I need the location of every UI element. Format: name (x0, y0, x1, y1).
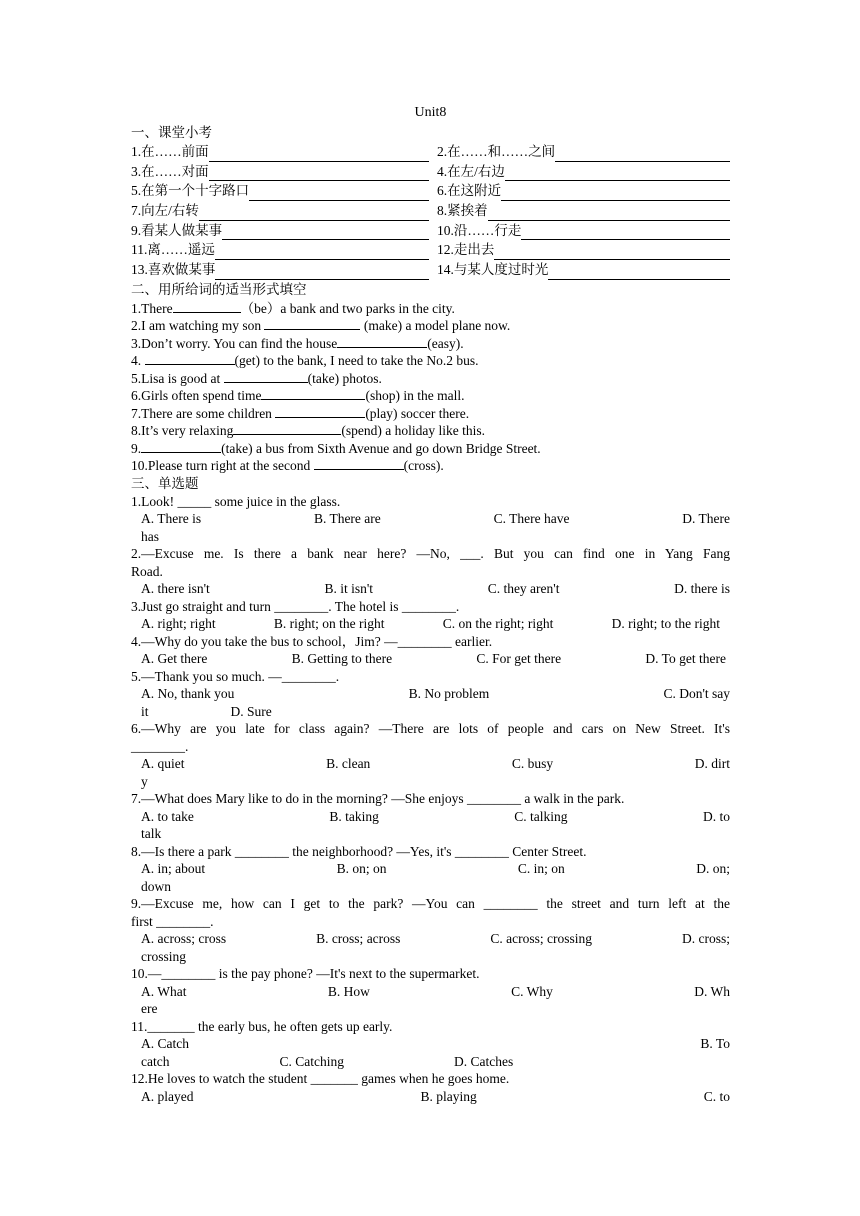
vocab-item (437, 201, 730, 221)
answer-blank[interactable] (314, 456, 404, 470)
option-c[interactable]: C. talking (514, 808, 568, 824)
question-stem: 4.—Why do you take the bus to school，Jim? —________ earlier. (131, 633, 493, 649)
question-stem: 12.He loves to watch the student _______ games when he goes home. (131, 1071, 510, 1087)
option-continuation (131, 703, 730, 721)
fill-item-3: 3.Don’t worry. You can find the house (easy). (131, 335, 464, 351)
option-continuation: has (141, 528, 159, 544)
vocab-item (437, 142, 730, 162)
option-row (131, 615, 730, 633)
question-11 (131, 1018, 730, 1071)
answer-blank[interactable] (209, 165, 429, 181)
option-c[interactable]: C. Catching (279, 1053, 344, 1069)
option-row (131, 1035, 730, 1053)
option-a[interactable]: A. quiet (141, 756, 185, 772)
answer-blank[interactable] (555, 146, 730, 162)
vocab-list (131, 142, 730, 280)
answer-blank[interactable] (501, 185, 730, 201)
question-stem-cont: first ________. (131, 913, 214, 929)
question-stem: 9.—Excuse me, how can I get to the park? —You can ________ the street and turn left at the (131, 896, 730, 912)
option-b[interactable]: B. it isn't (324, 581, 374, 597)
question-6 (131, 720, 730, 790)
option-row (131, 930, 730, 948)
answer-blank[interactable] (224, 369, 308, 383)
vocab-label: 6.在这附近 (437, 183, 502, 199)
option-row (131, 685, 730, 703)
answer-blank[interactable] (521, 224, 730, 240)
question-stem: 2.—Excuse me. Is there a bank near here? —No, ___. But you can find one in Yang Fang (131, 546, 730, 562)
question-stem: 3.Just go straight and turn ________. The hotel is ________. (131, 598, 460, 614)
option-continuation: ere (141, 1001, 158, 1017)
fill-item-5: 5.Lisa is good at (take) photos. (131, 370, 382, 386)
question-1 (131, 493, 730, 546)
option-row (131, 860, 730, 878)
vocab-row (131, 142, 730, 162)
option-row (131, 755, 730, 773)
vocab-row (131, 201, 730, 221)
answer-blank[interactable] (215, 264, 429, 280)
option-a[interactable]: A. to take (141, 808, 194, 824)
answer-blank[interactable] (199, 205, 429, 221)
vocab-item (437, 221, 730, 241)
option-b[interactable]: B. To (700, 1036, 730, 1052)
fill-item-6: 6.Girls often spend time (shop) in the mall. (131, 388, 465, 404)
option-d[interactable]: D. Wh (694, 983, 730, 999)
option-b[interactable]: B. How (327, 983, 370, 999)
option-continuation: y (141, 773, 148, 789)
question-3 (131, 598, 730, 633)
answer-blank[interactable] (173, 299, 241, 313)
option-b[interactable]: B. taking (329, 808, 379, 824)
option-d[interactable]: D. To get there (645, 651, 726, 667)
answer-blank[interactable] (548, 264, 730, 280)
option-row (131, 580, 730, 598)
option-d[interactable]: D. There (682, 511, 730, 527)
option-c[interactable]: C. There have (493, 511, 570, 527)
option-row (131, 510, 730, 528)
answer-blank[interactable] (505, 165, 730, 181)
vocab-item (131, 142, 437, 162)
vocab-row (131, 162, 730, 182)
option-c-cont: it (141, 703, 149, 719)
option-b[interactable]: B. on; on (336, 861, 387, 877)
answer-blank[interactable] (494, 244, 730, 260)
option-b[interactable]: B. Getting to there (291, 651, 393, 667)
question-stem: 5.—Thank you so much. —________. (131, 668, 340, 684)
option-d[interactable]: D. there is (674, 581, 730, 597)
vocab-label: 5.在第一个十字路口 (131, 183, 250, 199)
option-d[interactable]: D. right; to the right (611, 616, 720, 632)
vocab-row (131, 240, 730, 260)
question-stem: 6.—Why are you late for class again? —There are lots of people and cars on New Street. It's (131, 721, 730, 737)
fill-list (131, 299, 730, 474)
question-7 (131, 790, 730, 843)
question-2 (131, 545, 730, 598)
option-a[interactable]: A. played (141, 1088, 194, 1104)
option-continuation: crossing (141, 948, 186, 964)
option-d[interactable]: D. dirt (694, 756, 730, 772)
option-c[interactable]: C. Why (511, 983, 553, 999)
option-c[interactable]: C. across; crossing (490, 931, 593, 947)
answer-blank[interactable] (209, 146, 429, 162)
option-c[interactable]: C. busy (511, 756, 554, 772)
vocab-label: 4.在左/右边 (437, 163, 505, 179)
option-row (131, 1088, 730, 1106)
vocab-label: 7.向左/右转 (131, 203, 199, 219)
vocab-item (131, 260, 437, 280)
option-a[interactable]: A. across; cross (141, 931, 227, 947)
vocab-label: 14.与某人度过时光 (437, 262, 549, 278)
vocab-label: 13.喜欢做某事 (131, 262, 216, 278)
answer-blank[interactable] (488, 205, 730, 221)
option-b[interactable]: B. clean (326, 756, 371, 772)
answer-blank[interactable] (145, 351, 235, 365)
option-continuation (131, 1053, 730, 1071)
question-4 (131, 633, 730, 668)
question-9 (131, 895, 730, 965)
section3-heading: 三、单选题 (131, 475, 199, 491)
vocab-label: 12.走出去 (437, 242, 495, 258)
option-c[interactable]: C. to (703, 1088, 730, 1104)
answer-blank[interactable] (222, 224, 429, 240)
option-b[interactable]: B. cross; across (316, 931, 401, 947)
vocab-row (131, 181, 730, 201)
vocab-label: 3.在……对面 (131, 163, 209, 179)
option-b[interactable]: B. right; on the right (273, 616, 385, 632)
page-title: Unit8 (414, 105, 447, 120)
question-12 (131, 1070, 730, 1105)
vocab-item (131, 240, 437, 260)
answer-blank[interactable] (264, 316, 360, 330)
question-stem: 11._______ the early bus, he often gets up early. (131, 1018, 393, 1034)
question-8 (131, 843, 730, 896)
option-d[interactable]: D. on; (696, 861, 730, 877)
fill-item-8: 8.It’s very relaxing (spend) a holiday like this. (131, 423, 485, 439)
option-a[interactable]: A. Catch (141, 1036, 189, 1052)
option-a[interactable]: A. in; about (141, 861, 206, 877)
vocab-label: 9.看某人做某事 (131, 222, 223, 238)
question-stem: 10.—________ is the pay phone? —It's next to the supermarket. (131, 966, 480, 982)
answer-blank[interactable] (261, 386, 365, 400)
vocab-row (131, 260, 730, 280)
option-d[interactable]: D. Catches (453, 1053, 514, 1069)
question-5 (131, 668, 730, 721)
fill-item-4: 4. (get) to the bank, I need to take the No.2 bus. (131, 353, 479, 369)
option-a[interactable]: A. right; right (141, 616, 216, 632)
fill-item-7: 7.There are some children (play) soccer there. (131, 405, 470, 421)
fill-item-2: 2.I am watching my son (make) a model plane now. (131, 318, 511, 334)
vocab-item (131, 181, 437, 201)
option-row (131, 808, 730, 826)
question-stem-cont: Road. (131, 563, 163, 579)
vocab-item (131, 162, 437, 182)
option-b[interactable]: B. playing (420, 1088, 477, 1104)
answer-blank[interactable] (215, 244, 429, 260)
fill-item-1: 1.There （be）a bank and two parks in the city. (131, 300, 455, 316)
vocab-item (437, 260, 730, 280)
vocab-label: 8.紧挨着 (437, 203, 488, 219)
option-continuation: talk (141, 826, 162, 842)
question-stem: 8.—Is there a park ________ the neighborhood? —Yes, it's ________ Center Street. (131, 843, 587, 859)
worksheet (131, 103, 730, 1105)
fill-item-10: 10.Please turn right at the second (cross). (131, 458, 444, 474)
vocab-item (131, 221, 437, 241)
answer-blank[interactable] (233, 421, 341, 435)
option-a[interactable]: A. What (141, 983, 187, 999)
option-d[interactable]: D. Sure (230, 703, 272, 719)
question-stem: 1.Look! _____ some juice in the glass. (131, 493, 341, 509)
option-c[interactable]: C. on the right; right (442, 616, 554, 632)
vocab-label: 10.沿……行走 (437, 222, 522, 238)
option-b-cont: catch (141, 1053, 170, 1069)
question-stem: 7.—What does Mary like to do in the morning? —She enjoys ________ a walk in the park. (131, 791, 625, 807)
answer-blank[interactable] (275, 404, 365, 418)
option-d[interactable]: D. cross; (681, 931, 730, 947)
option-c[interactable]: C. Don't say (663, 686, 730, 702)
answer-blank[interactable] (337, 334, 427, 348)
option-row (131, 650, 730, 668)
option-c[interactable]: C. For get there (476, 651, 562, 667)
option-a[interactable]: A. there isn't (141, 581, 210, 597)
vocab-item (437, 162, 730, 182)
section2-heading: 二、用所给词的适当形式填空 (131, 281, 307, 297)
fill-item-9: 9. (take) a bus from Sixth Avenue and go down Bridge Street. (131, 440, 541, 456)
section1-heading: 一、课堂小考 (131, 125, 212, 140)
option-continuation: down (141, 878, 171, 894)
vocab-item (131, 201, 437, 221)
answer-blank[interactable] (249, 185, 429, 201)
vocab-item (437, 240, 730, 260)
vocab-label: 1.在……前面 (131, 143, 209, 159)
option-d[interactable]: D. to (702, 808, 730, 824)
vocab-row (131, 221, 730, 241)
vocab-label: 11.离……遥远 (131, 242, 215, 258)
option-b[interactable]: B. No problem (408, 686, 490, 702)
option-a[interactable]: A. No, thank you (141, 686, 235, 702)
option-a[interactable]: A. There is (141, 511, 202, 527)
question-stem-cont: ________. (131, 738, 189, 754)
answer-blank[interactable] (141, 439, 221, 453)
option-b[interactable]: B. There are (313, 511, 381, 527)
option-c[interactable]: C. in; on (517, 861, 565, 877)
option-row (131, 983, 730, 1001)
vocab-item (437, 181, 730, 201)
option-c[interactable]: C. they aren't (487, 581, 560, 597)
question-10 (131, 965, 730, 1018)
vocab-label: 2.在……和……之间 (437, 143, 556, 159)
option-a[interactable]: A. Get there (141, 651, 208, 667)
